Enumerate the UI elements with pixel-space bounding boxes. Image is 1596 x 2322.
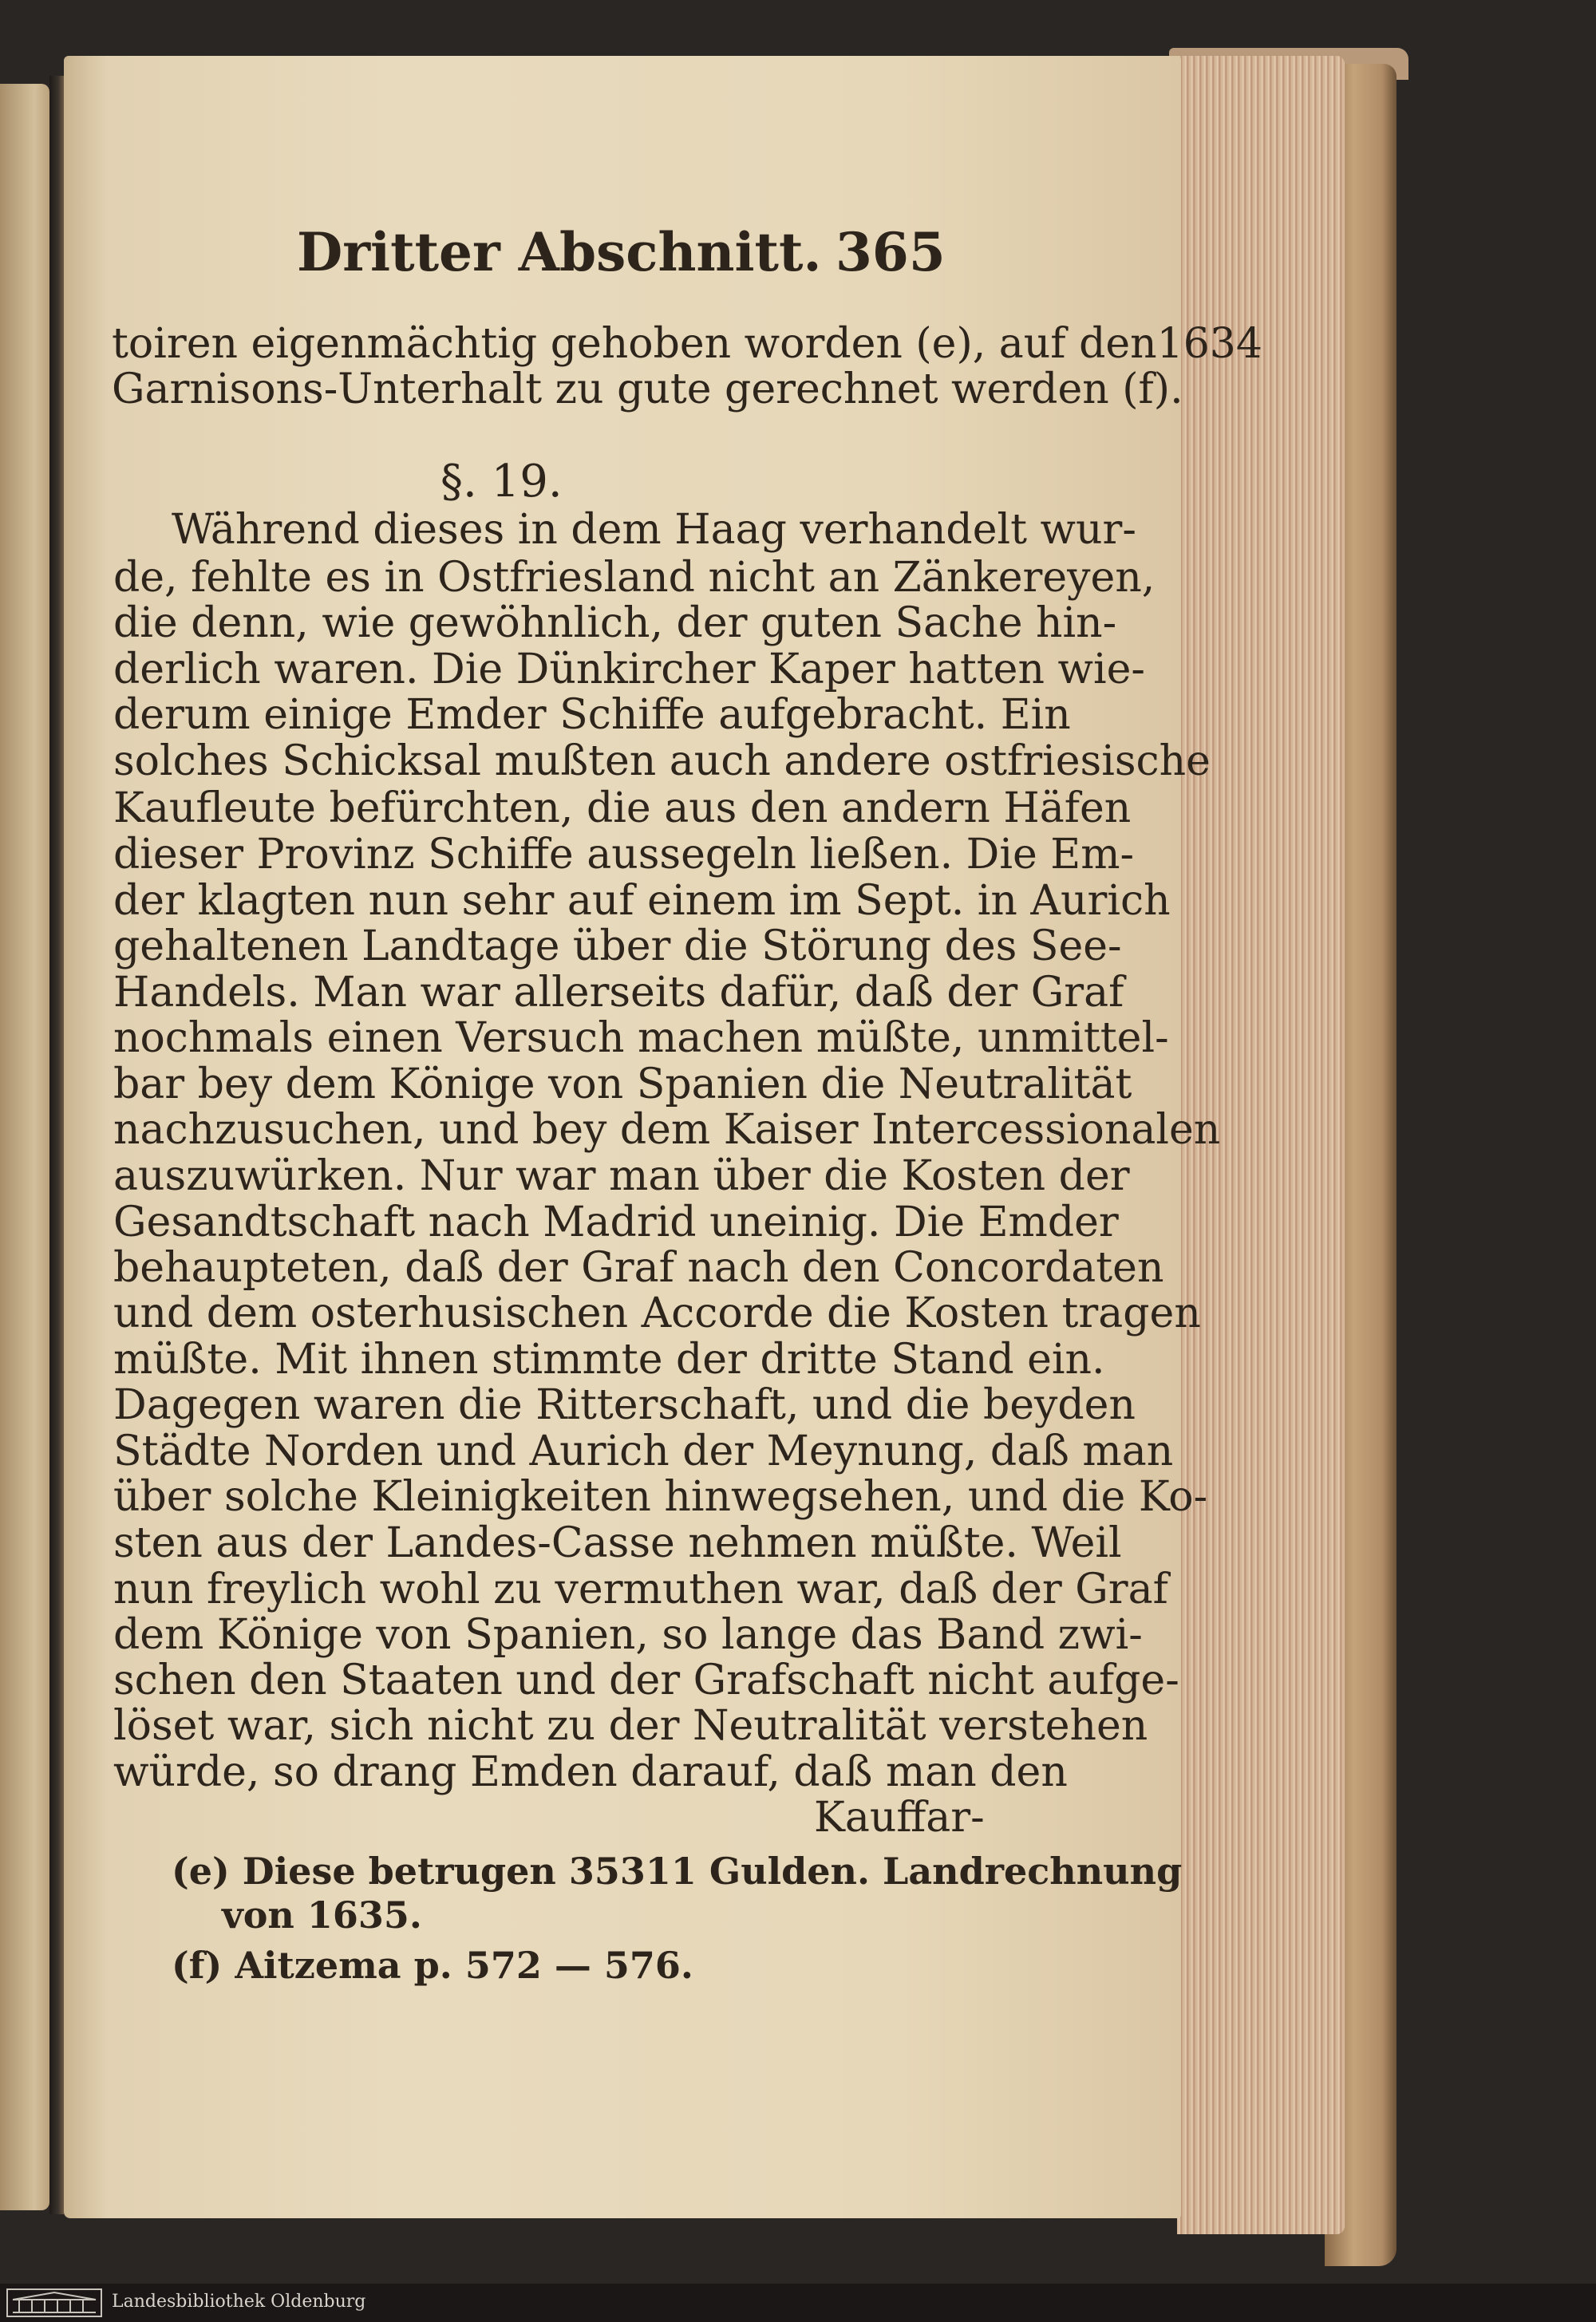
library-logo (6, 2288, 102, 2317)
running-header: Dritter Abschnitt. (297, 221, 822, 283)
text-line: derum einige Emder Schiffe aufgebracht. Ein (113, 691, 1071, 739)
text-line: und dem osterhusischen Accorde die Kosten tragen (113, 1289, 1201, 1337)
footnote-line: von 1635. (222, 1894, 422, 1937)
text-line: auszuwürken. Nur war man über die Kosten der (113, 1152, 1130, 1200)
text-line: sten aus der Landes-Casse nehmen müßte. Weil (113, 1519, 1122, 1567)
text-line: die denn, wie gewöhnlich, der guten Sache hin- (113, 599, 1117, 647)
text-line: bar bey dem Könige von Spanien die Neutralität (113, 1060, 1132, 1108)
text-line: derlich waren. Die Dünkircher Kaper hatten wie- (113, 646, 1145, 693)
library-name: Landesbibliothek Oldenburg (112, 2292, 366, 2312)
text-line: müßte. Mit ihnen stimmte der dritte Stand ein. (113, 1336, 1105, 1384)
text-line: nochmals einen Versuch machen müßte, unmittel- (113, 1014, 1169, 1062)
text-line: über solche Kleinigkeiten hinwegsehen, und die Ko- (113, 1473, 1208, 1521)
text-line: solches Schicksal mußten auch andere ostfriesische (113, 737, 1211, 785)
previous-page-edge (0, 84, 49, 2210)
text-line: würde, so drang Emden darauf, daß man den (113, 1748, 1068, 1796)
text-line: Gesandtschaft nach Madrid uneinig. Die Emder (113, 1199, 1119, 1246)
library-building-icon (8, 2290, 101, 2316)
text-line: nachzusuchen, und bey dem Kaiser Intercessionalen (113, 1106, 1221, 1154)
footnote-line: (f) Aitzema p. 572 — 576. (172, 1944, 693, 1987)
footnote-line: (e) Diese betrugen 35311 Gulden. Landrechnung (172, 1850, 1183, 1893)
text-line: der klagten nun sehr auf einem im Sept. in Aurich (113, 877, 1171, 925)
text-line: löset war, sich nicht zu der Neutralität verstehen (113, 1702, 1148, 1750)
text-line: de, fehlte es in Ostfriesland nicht an Zänkereyen, (113, 554, 1156, 602)
text-line: Handels. Man war allerseits dafür, daß der Graf (113, 969, 1124, 1017)
catchword: Kauffar- (814, 1794, 985, 1842)
text-line: Kaufleute befürchten, die aus den andern Häfen (113, 784, 1132, 832)
text-line: toiren eigenmächtig gehoben worden (e), auf den1634 (112, 320, 1262, 368)
text-line: behaupteten, daß der Graf nach den Concordaten (113, 1244, 1164, 1292)
section-heading: §. 19. (440, 456, 563, 507)
text-line: Städte Norden und Aurich der Meynung, daß man (113, 1428, 1174, 1475)
text-line: schen den Staaten und der Grafschaft nicht aufge- (113, 1657, 1179, 1704)
page-number: 365 (836, 221, 946, 283)
text-line: gehaltenen Landtage über die Störung des See- (113, 922, 1122, 970)
book-gutter (49, 76, 64, 2214)
text-line: Während dieses in dem Haag verhandelt wur- (172, 506, 1136, 554)
text-line: Garnisons-Unterhalt zu gute gerechnet werden (f). (112, 365, 1183, 413)
text-line: Dagegen waren die Ritterschaft, und die beyden (113, 1381, 1136, 1429)
text-line: dieser Provinz Schiffe aussegeln ließen. Die Em- (113, 831, 1135, 879)
text-line: dem Könige von Spanien, so lange das Band zwi- (113, 1611, 1143, 1659)
text-line: nun freylich wohl zu vermuthen war, daß der Graf (113, 1566, 1168, 1613)
